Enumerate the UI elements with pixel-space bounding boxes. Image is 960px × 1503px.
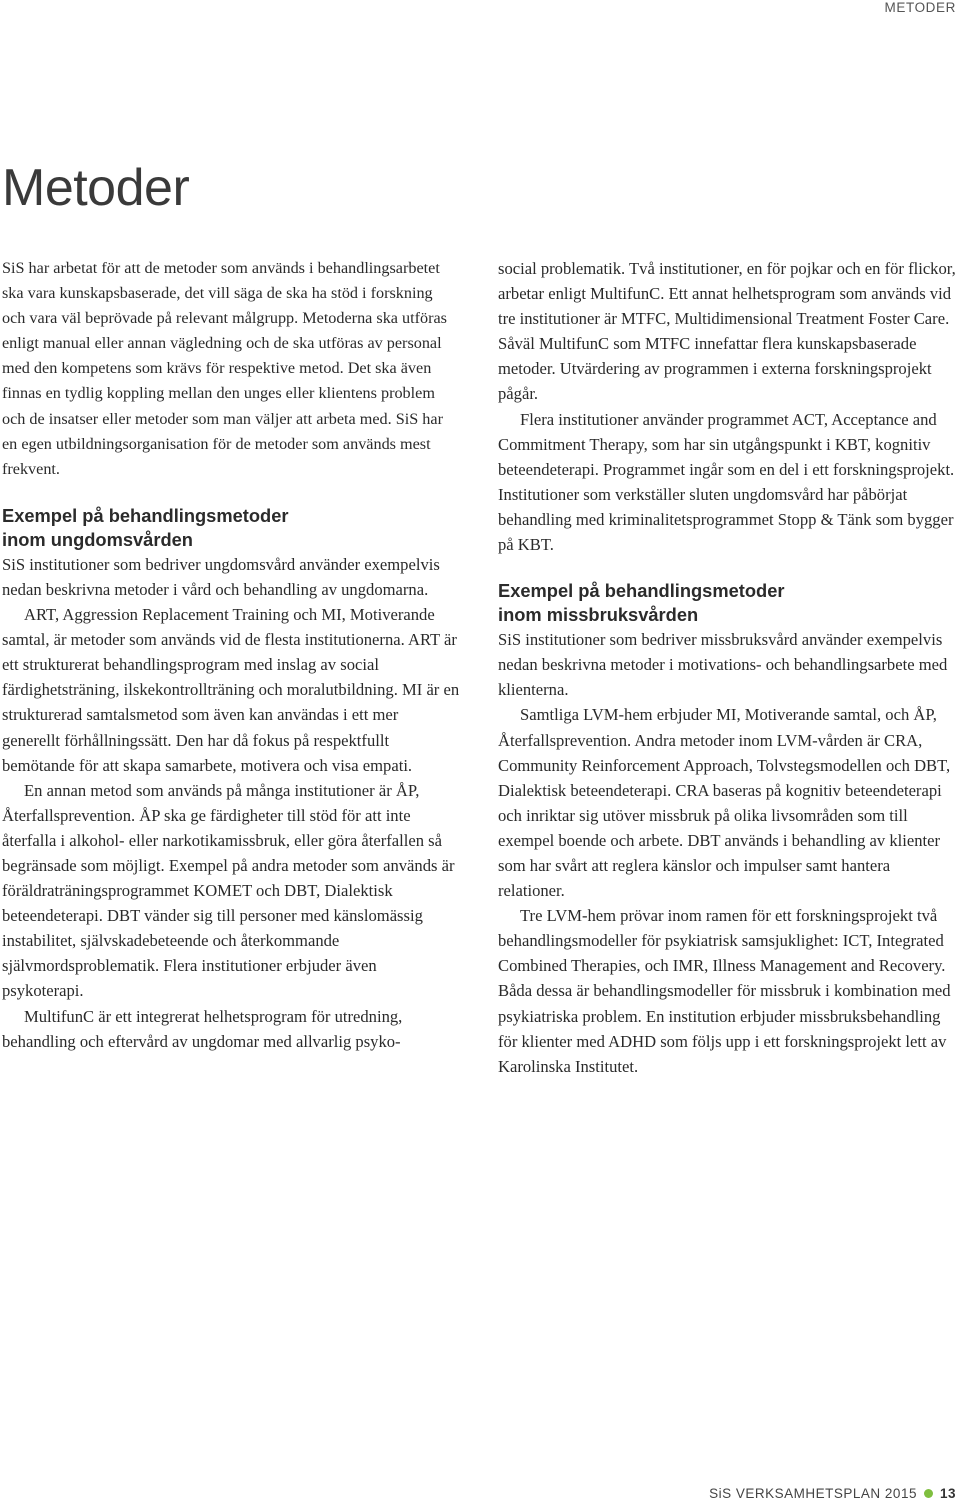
section-spacer bbox=[2, 482, 460, 504]
body-paragraph: SiS institutioner som bedriver missbruksvård använder exempelvis nedan beskrivna metoder i motivations- och behandlingsarbete med klienterna. bbox=[498, 630, 948, 700]
intro-paragraph: SiS har arbetat för att de metoder som används i behandlingsarbetet ska vara kunskapsbaserade, det vill säga de ska ha stöd i forskning och vara väl beprövade på relevant målgrupp. Metoderna ska utföras enligt manual eller annan vägledning och de ska utföras av personal med den kompetens som krävs för respektive metod. Det ska även finnas en tydlig koppling mellan den unges eller klientens problem och de insatser eller metoder som man väljer att arbeta med. SiS har en egen utbildningsorganisation för de metoder som används mest frekvent. bbox=[2, 259, 447, 478]
body-paragraph: En annan metod som används på många institutioner är ÅP, Återfallsprevention. ÅP ska ge färdigheter till stöd för att inte återfalla i alkohol- eller narkotikamissbruk, eller göra återfallen så begränsade som möjligt. Exempel på andra metoder som används är föräldraträningsprogrammet KOMET och DBT, Dialektisk beteendeterapi. DBT vänder sig till personer med känslomässig instabilitet, självskadebeteende och återkommande självmordsproblematik. Flera institutioner erbjuder även psykoterapi. bbox=[2, 780, 455, 1001]
left-column bbox=[2, 256, 460, 1054]
right-column bbox=[498, 256, 958, 1079]
page-footer bbox=[709, 1486, 956, 1501]
section-heading-missbruksvard bbox=[498, 579, 958, 627]
body-paragraph: Samtliga LVM-hem erbjuder MI, Motiverande samtal, och ÅP, Återfallsprevention. Andra metoder inom LVM-vården är CRA, Community Reinforcement Approach, Tolvstegsmodellen och DBT, Dialektisk beteendeterapi. CRA baseras på kognitiv beteendeterapi och inriktar sig utöver missbruk på olika livsområden som till exempel boende och arbete. DBT används i behandling av klienter som har svårt att reglera känslor och impulser samt hantera relationer. bbox=[498, 705, 951, 901]
publication-name: SiS VERKSAMHETSPLAN 2015 bbox=[709, 1486, 917, 1501]
bullet-dot-icon bbox=[924, 1489, 933, 1498]
body-paragraph: ART, Aggression Replacement Training och MI, Motiverande samtal, är metoder som används vid de flesta institutionerna. ART är ett strukturerat behandlingsprogram med inslag av social färdighetsträning, ilskekontrollträning och moralutbildning. MI är en strukturerad samtalsmetod som även kan användas i ett mer generellt förhållningssätt. Den har då fokus på respektfullt bemötande för att skapa samarbete, motivera och visa empati. bbox=[2, 605, 460, 775]
body-paragraph: SiS institutioner som bedriver ungdomsvård använder exempelvis nedan beskrivna metoder i vård och behandling av ungdomarna. bbox=[2, 554, 440, 599]
page-number: 13 bbox=[939, 1486, 956, 1501]
running-head: METODER bbox=[884, 0, 956, 15]
body-paragraph: Flera institutioner använder programmet ACT, Acceptance and Commitment Therapy, som har sin utgångspunkt i KBT, kognitiv beteendeterapi. Programmet ingår som en del i ett forskningsprojekt. Institutioner som verkställer sluten ungdomsvård har påbörjat behandling med kriminalitetsprogrammet Stopp & Tänk som bygger på KBT. bbox=[498, 409, 955, 555]
body-paragraph: Tre LVM-hem prövar inom ramen för ett forskningsprojekt två behandlingsmodeller för psykiatrisk samsjuklighet: ICT, Integrated Combined Therapies, och IMR, Illness Management and Recovery. Båda dessa är behandlingsmodeller för missbruk i kombination med psykiatriska problem. En institution erbjuder missbruksbehandling för klienter med ADHD som följs upp i ett forskningsprojekt lett av Karolinska Institutet. bbox=[498, 906, 951, 1076]
section-spacer bbox=[498, 557, 958, 579]
body-paragraph: social problematik. Två institutioner, en för pojkar och en för flickor, arbetar enligt MultifunC. Ett annat helhetsprogram som används vid tre institutioner är MTFC, Multidimensional Treatment Foster Care. Såväl MultifunC som MTFC innefattar flera kunskapsbaserade metoder. Utvärdering av programmen i externa forskningsprojekt pågår. bbox=[498, 259, 956, 404]
heading-line-2: inom missbruksvården bbox=[498, 604, 699, 626]
body-paragraph: MultifunC är ett integrerat helhetsprogram för utredning, behandling och eftervård av ungdomar med allvarlig psyko- bbox=[2, 1006, 403, 1051]
heading-line-2: inom ungdomsvården bbox=[2, 528, 193, 550]
heading-line-1: Exempel på behandlingsmetoder bbox=[498, 580, 785, 602]
section-heading-ungdomsvard bbox=[2, 504, 460, 552]
heading-line-1: Exempel på behandlingsmetoder bbox=[2, 504, 289, 526]
page-title: Metoder bbox=[2, 159, 190, 217]
